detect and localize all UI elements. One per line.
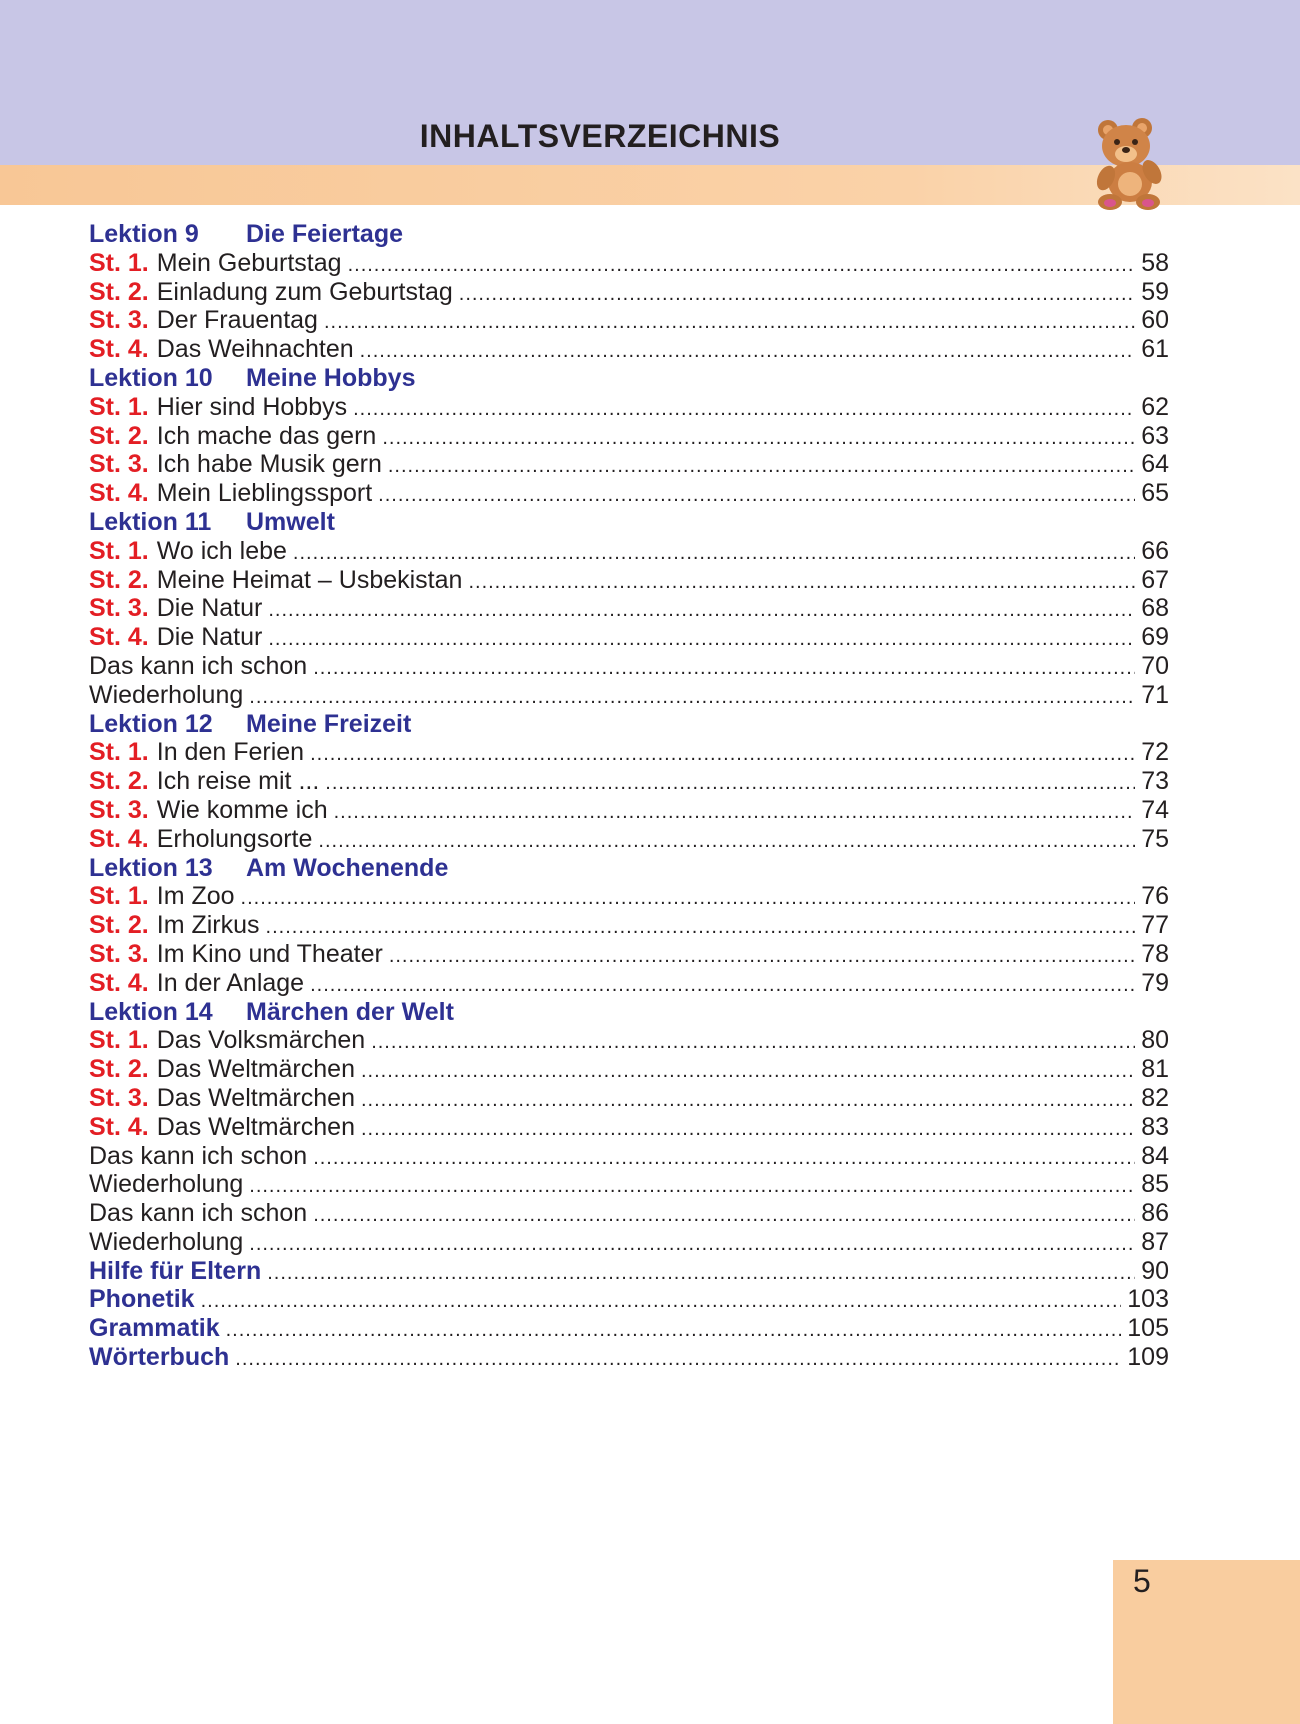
entry-title: Mein Geburtstag — [156, 248, 342, 277]
page-number: 5 — [1133, 1563, 1151, 1599]
toc-entry[interactable] — [89, 969, 1169, 998]
section-number: St. 2. — [89, 1055, 149, 1084]
lesson-number: Lektion 12 — [89, 709, 213, 738]
leader-dots — [361, 1086, 1135, 1115]
leader-dots — [266, 913, 1136, 942]
entry-title: Mein Lieblingssport — [156, 479, 373, 508]
teddy-bear-icon — [1080, 112, 1180, 212]
section-number: St. 1. — [89, 738, 149, 767]
entry-page: 90 — [1141, 1256, 1169, 1285]
leader-dots — [241, 884, 1136, 913]
toc-entry[interactable] — [89, 422, 1169, 451]
entry-page: 59 — [1141, 277, 1169, 306]
entry-title: Wiederholung — [89, 1227, 244, 1256]
leader-dots — [293, 539, 1135, 568]
appendix-entry[interactable] — [89, 1343, 1169, 1372]
entry-page: 80 — [1141, 1026, 1169, 1055]
entry-page: 86 — [1141, 1199, 1169, 1228]
leader-dots — [371, 1028, 1135, 1057]
section-number: St. 2. — [89, 421, 149, 450]
toc-entry[interactable] — [89, 335, 1169, 364]
toc-entry[interactable] — [89, 450, 1169, 479]
leader-dots — [360, 337, 1136, 366]
leader-dots — [361, 1115, 1135, 1144]
entry-page: 85 — [1141, 1170, 1169, 1199]
section-number: St. 2. — [89, 767, 149, 796]
entry-title: Im Zirkus — [156, 911, 260, 940]
toc-entry[interactable] — [89, 681, 1169, 710]
entry-page: 61 — [1141, 335, 1169, 364]
toc-entry[interactable] — [89, 623, 1169, 652]
section-number: St. 4. — [89, 968, 149, 997]
leader-dots — [268, 625, 1135, 654]
toc-entry[interactable] — [89, 825, 1169, 854]
entry-title: Im Zoo — [156, 882, 235, 911]
entry-title: Ich reise mit ... — [156, 767, 320, 796]
entry-page: 84 — [1141, 1141, 1169, 1170]
appendix-entry[interactable] — [89, 1257, 1169, 1286]
section-number: St. 4. — [89, 335, 149, 364]
section-number: St. 1. — [89, 392, 149, 421]
entry-title: Das kann ich schon — [89, 1141, 308, 1170]
entry-page: 69 — [1141, 623, 1169, 652]
leader-dots — [249, 683, 1135, 712]
section-number: St. 2. — [89, 277, 149, 306]
entry-page: 66 — [1141, 536, 1169, 565]
leader-dots — [313, 1144, 1135, 1173]
appendix-entry[interactable] — [89, 1314, 1169, 1343]
leader-dots — [468, 568, 1135, 597]
entry-title: Die Natur — [156, 594, 263, 623]
entry-title: Wörterbuch — [89, 1343, 230, 1372]
table-of-contents — [89, 220, 1169, 1372]
entry-title: Das Volksmärchen — [156, 1026, 366, 1055]
leader-dots — [353, 395, 1135, 424]
entry-title: Das kann ich schon — [89, 1199, 308, 1228]
leader-dots — [382, 424, 1135, 453]
leader-dots — [310, 740, 1135, 769]
entry-title: Erholungsorte — [156, 824, 313, 853]
section-number: St. 3. — [89, 795, 149, 824]
entry-page: 105 — [1127, 1314, 1169, 1343]
leader-dots — [249, 1230, 1135, 1259]
toc-entry[interactable] — [89, 738, 1169, 767]
entry-page: 60 — [1141, 306, 1169, 335]
toc-entry[interactable] — [89, 1228, 1169, 1257]
entry-page: 67 — [1141, 565, 1169, 594]
entry-page: 79 — [1141, 968, 1169, 997]
section-number: St. 1. — [89, 536, 149, 565]
section-number: St. 3. — [89, 1083, 149, 1112]
leader-dots — [313, 1201, 1135, 1230]
section-number: St. 4. — [89, 623, 149, 652]
entry-page: 70 — [1141, 651, 1169, 680]
section-number: St. 1. — [89, 882, 149, 911]
entry-page: 103 — [1127, 1285, 1169, 1314]
entry-title: In der Anlage — [156, 968, 305, 997]
entry-page: 73 — [1141, 767, 1169, 796]
toc-entry[interactable] — [89, 1113, 1169, 1142]
entry-page: 76 — [1141, 882, 1169, 911]
entry-title: Ich mache das gern — [156, 421, 377, 450]
entry-page: 74 — [1141, 795, 1169, 824]
lesson-name: Meine Freizeit — [246, 709, 412, 738]
section-number: St. 2. — [89, 911, 149, 940]
section-number: St. 4. — [89, 1112, 149, 1141]
section-number: St. 4. — [89, 479, 149, 508]
lesson-name: Die Feiertage — [246, 220, 404, 248]
toc-entry[interactable] — [89, 1142, 1169, 1171]
lesson-name: Meine Hobbys — [246, 363, 416, 392]
entry-page: 64 — [1141, 450, 1169, 479]
leader-dots — [361, 1057, 1135, 1086]
leader-dots — [201, 1287, 1122, 1316]
entry-title: Der Frauentag — [156, 306, 318, 335]
section-number: St. 2. — [89, 565, 149, 594]
entry-page: 63 — [1141, 421, 1169, 450]
leader-dots — [459, 280, 1135, 309]
entry-page: 81 — [1141, 1055, 1169, 1084]
entry-page: 58 — [1141, 248, 1169, 277]
entry-title: Wo ich lebe — [156, 536, 287, 565]
toc-entry[interactable] — [89, 594, 1169, 623]
entry-page: 65 — [1141, 479, 1169, 508]
leader-dots — [226, 1316, 1122, 1345]
entry-title: Grammatik — [89, 1314, 220, 1343]
entry-title: In den Ferien — [156, 738, 305, 767]
entry-title: Phonetik — [89, 1285, 195, 1314]
entry-title: Das Weltmärchen — [156, 1083, 355, 1112]
entry-title: Wiederholung — [89, 680, 244, 709]
entry-title: Hier sind Hobbys — [156, 392, 348, 421]
section-number: St. 3. — [89, 450, 149, 479]
toc-entry[interactable] — [89, 1084, 1169, 1113]
lesson-number: Lektion 14 — [89, 997, 213, 1026]
lesson-heading[interactable] — [89, 854, 1169, 883]
lesson-number: Lektion 11 — [89, 507, 212, 536]
section-number: St. 3. — [89, 306, 149, 335]
lesson-number: Lektion 9 — [89, 220, 199, 248]
leader-dots — [378, 481, 1135, 510]
lesson-heading[interactable] — [89, 508, 1169, 537]
toc-entry[interactable] — [89, 249, 1169, 278]
entry-page: 75 — [1141, 824, 1169, 853]
section-number: St. 3. — [89, 594, 149, 623]
entry-page: 109 — [1127, 1343, 1169, 1372]
toc-entry[interactable] — [89, 393, 1169, 422]
section-number: St. 1. — [89, 248, 149, 277]
leader-dots — [348, 251, 1136, 280]
leader-dots — [267, 1259, 1135, 1288]
lesson-heading[interactable] — [89, 220, 1169, 249]
leader-dots — [325, 769, 1135, 798]
toc-entry[interactable] — [89, 1026, 1169, 1055]
entry-title: Das Weltmärchen — [156, 1055, 355, 1084]
lesson-number: Lektion 13 — [89, 853, 213, 882]
toc-entry[interactable] — [89, 911, 1169, 940]
section-number: St. 4. — [89, 824, 149, 853]
entry-page: 87 — [1141, 1227, 1169, 1256]
toc-entry[interactable] — [89, 1170, 1169, 1199]
section-number: St. 1. — [89, 1026, 149, 1055]
entry-page: 68 — [1141, 594, 1169, 623]
toc-entry[interactable] — [89, 940, 1169, 969]
page-title: INHALTSVERZEICHNIS — [419, 118, 781, 154]
entry-title: Das Weltmärchen — [156, 1112, 355, 1141]
entry-page: 72 — [1141, 738, 1169, 767]
toc-entry[interactable] — [89, 767, 1169, 796]
appendix-entry[interactable] — [89, 1285, 1169, 1314]
section-number: St. 3. — [89, 939, 149, 968]
leader-dots — [388, 452, 1135, 481]
toc-entry[interactable] — [89, 796, 1169, 825]
entry-title: Meine Heimat – Usbekistan — [156, 565, 463, 594]
entry-title: Hilfe für Eltern — [89, 1256, 262, 1285]
leader-dots — [235, 1345, 1121, 1374]
leader-dots — [389, 942, 1135, 971]
leader-dots — [268, 596, 1135, 625]
entry-title: Die Natur — [156, 623, 263, 652]
entry-title: Einladung zum Geburtstag — [156, 277, 453, 306]
toc-entry[interactable] — [89, 882, 1169, 911]
toc-entry[interactable] — [89, 652, 1169, 681]
entry-page: 62 — [1141, 392, 1169, 421]
entry-title: Ich habe Musik gern — [156, 450, 382, 479]
leader-dots — [310, 971, 1135, 1000]
lesson-name: Umwelt — [246, 507, 335, 536]
toc-entry[interactable] — [89, 537, 1169, 566]
lesson-heading[interactable] — [89, 998, 1169, 1027]
entry-page: 83 — [1141, 1112, 1169, 1141]
leader-dots — [324, 308, 1135, 337]
lesson-name: Märchen der Welt — [246, 997, 454, 1026]
lesson-heading[interactable] — [89, 364, 1169, 393]
toc-entry[interactable] — [89, 566, 1169, 595]
lesson-name: Am Wochenende — [246, 853, 449, 882]
toc-entry[interactable] — [89, 1055, 1169, 1084]
toc-entry[interactable] — [89, 1199, 1169, 1228]
leader-dots — [318, 827, 1135, 856]
leader-dots — [313, 654, 1135, 683]
entry-title: Wie komme ich — [156, 795, 328, 824]
entry-title: Das kann ich schon — [89, 651, 308, 680]
entry-page: 71 — [1141, 680, 1169, 709]
toc-entry[interactable] — [89, 278, 1169, 307]
entry-page: 78 — [1141, 939, 1169, 968]
leader-dots — [249, 1172, 1135, 1201]
lesson-heading[interactable] — [89, 710, 1169, 739]
entry-title: Wiederholung — [89, 1170, 244, 1199]
leader-dots — [334, 798, 1136, 827]
toc-entry[interactable] — [89, 479, 1169, 508]
entry-title: Im Kino und Theater — [156, 939, 383, 968]
lesson-number: Lektion 10 — [89, 363, 213, 392]
entry-title: Das Weihnachten — [156, 335, 354, 364]
toc-entry[interactable] — [89, 306, 1169, 335]
entry-page: 82 — [1141, 1083, 1169, 1112]
entry-page: 77 — [1141, 911, 1169, 940]
